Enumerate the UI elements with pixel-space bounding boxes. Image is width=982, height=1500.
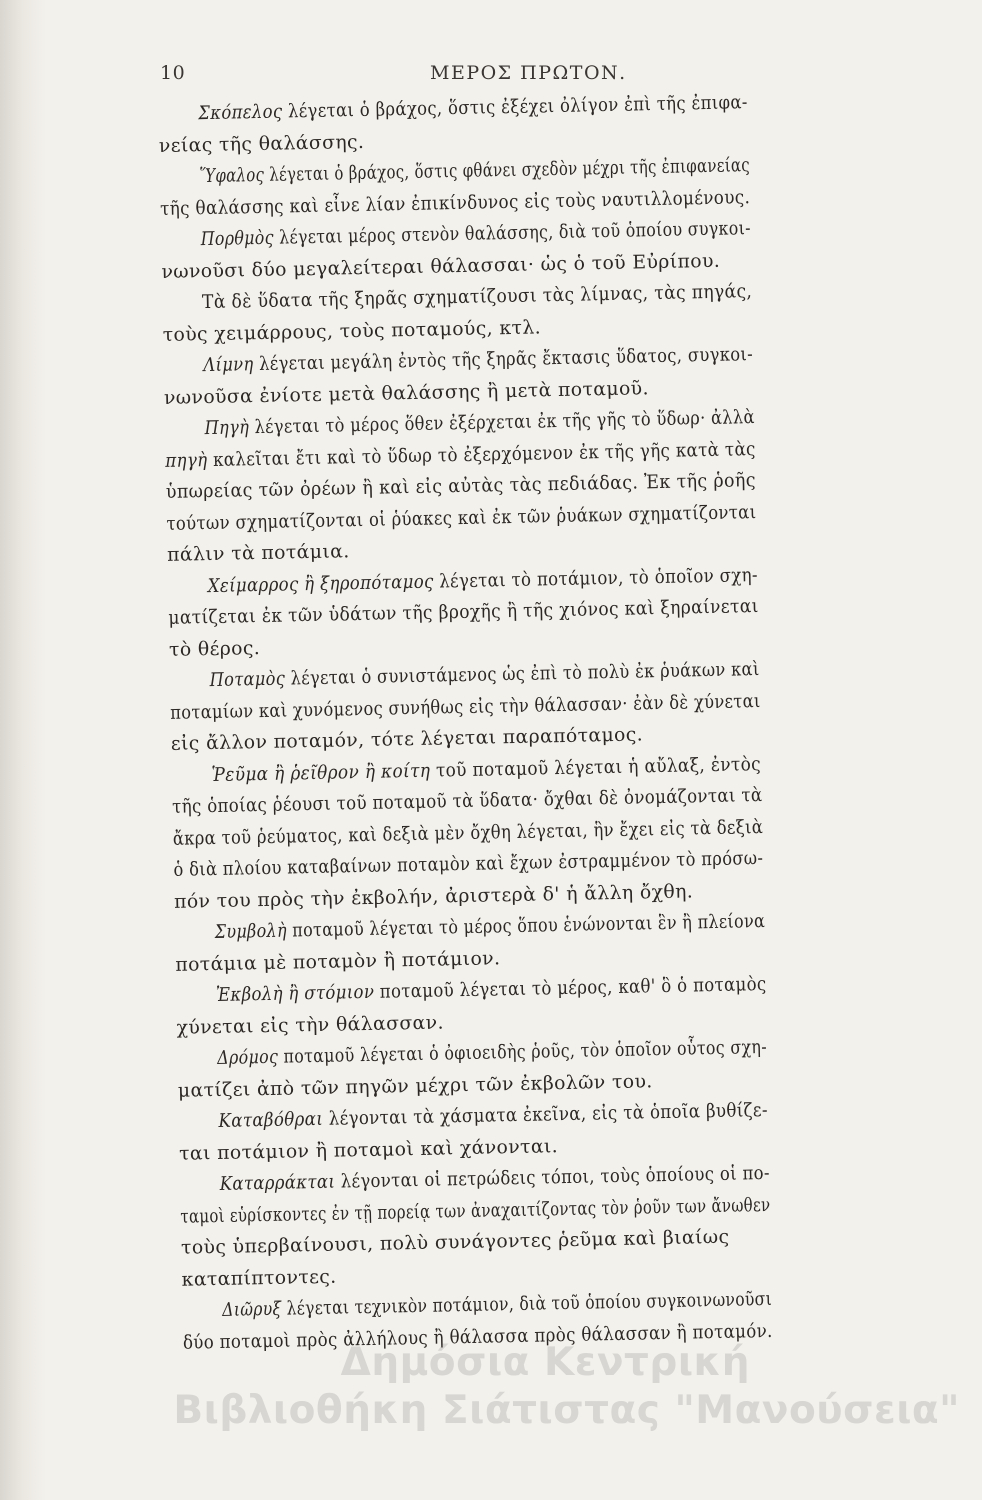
line-text: λέγεται τὸ ποτάμιον, τὸ ὁποῖον σχη- — [433, 564, 759, 593]
line-text: τὸ θέρος. — [168, 637, 261, 661]
line-text: λέγονται τὰ χάσματα ἐκεῖνα, εἰς τὰ ὁποῖα βυθίζε- — [322, 1099, 769, 1130]
page-number: 10 — [160, 62, 186, 84]
line-text: ταμοὶ εὑρίσκοντες ἐν τῇ πορείᾳ των ἀναχαιτίζοντας τὸν ῥοῦν των ἄνωθεν — [180, 1194, 771, 1228]
line-text: ἄκρα τοῦ ῥεύματος, καὶ δεξιὰ μὲν ὄχθη λέγεται, ἣν ἔχει εἰς τὰ δεξιὰ — [172, 816, 764, 850]
text-line — [181, 1262, 336, 1295]
line-text: ὑπωρείας τῶν ὀρέων ἢ καὶ εἰς αὐτὰς τὰς πεδιάδας. Ἐκ τῆς ῥοῆς — [165, 470, 757, 503]
text-line — [169, 634, 261, 666]
line-text: νείας τῆς θαλάσσης. — [158, 131, 365, 157]
line-text: λέγεται ὁ βράχος, ὅστις φθάνει σχεδὸν μέχρι τῆς ἐπιφανείας — [264, 155, 751, 186]
term-italic: Δρόμος — [217, 1046, 279, 1070]
line-text: ποτάμια μὲ ποταμὸν ἢ ποτάμιον. — [175, 947, 501, 976]
term-italic: Καταρράκται — [219, 1171, 336, 1195]
line-text: λέγεται μέρος στενὸν θαλάσσης, διὰ τοῦ ὁποίου συγκοι- — [273, 218, 751, 249]
term-italic: Πηγὴ — [204, 417, 250, 440]
line-text: τῆς ὁποίας ῥέουσι τοῦ ποταμοῦ τὰ ὕδατα· ὄχθαι δὲ ὀνομάζονται τὰ — [171, 785, 763, 818]
line-text: νωνοῦσα ἐνίοτε μετὰ θαλάσσης ἢ μετὰ ποταμοῦ. — [163, 377, 650, 409]
line-text: ποταμίων καὶ χυνόμενος συνήθως εἰς τὴν θάλασσαν· ἐὰν δὲ χύνεται — [170, 690, 761, 724]
line-text: τοῦ ποταμοῦ λέγεται ἡ αὔλαξ, ἐντὸς — [430, 753, 762, 782]
line-text: ματίζει ἀπὸ τῶν πηγῶν μέχρι τῶν ἐκβολῶν του. — [177, 1070, 653, 1102]
body-text — [158, 88, 773, 1360]
line-text: λέγεται ὁ βράχος, ὅστις ἐξέχει ὀλίγον ἐπὶ τῆς ἐπιφα- — [282, 92, 748, 123]
line-text: τοὺς ὑπερβαίνουσι, πολὺ συνάγοντες ῥεῦμα καὶ βιαίως — [180, 1226, 730, 1259]
term-italic: Ὕφαλος — [199, 164, 265, 188]
term-italic: Ποταμὸς — [209, 668, 286, 692]
line-text: καλεῖται ἔτι καὶ τὸ ὕδωρ τὸ ἐξερχόμενον ἐκ τῆς γῆς κατὰ τὰς — [207, 438, 756, 471]
line-text: λέγεται τεχνικὸν ποτάμιον, διὰ τοῦ ὁποίου συγκοινωνοῦσι — [281, 1288, 773, 1320]
term-italic: Συμβολὴ — [214, 920, 288, 944]
line-text: ποταμοῦ λέγεται ὁ ὀφιοειδὴς ῥοῦς, τὸν ὁποῖον οὗτος σχη- — [277, 1036, 768, 1068]
line-text: τῆς θαλάσσης καὶ εἶνε λίαν ἐπικίνδυνος εἰς τοὺς ναυτιλλομένους. — [159, 186, 751, 220]
text-line — [176, 1008, 444, 1043]
text-line — [159, 127, 365, 161]
line-text: λέγεται τὸ μέρος ὅθεν ἐξέρχεται ἐκ τῆς γῆς τὸ ὕδωρ· ἀλλὰ — [248, 407, 755, 439]
running-head: ΜΕΡΟΣ ΠΡΩΤΟΝ. — [430, 62, 627, 84]
line-text: δύο ποταμοὶ πρὸς ἀλλήλους ἢ θάλασσα πρὸς θάλασσαν ἢ ποταμόν. — [182, 1320, 773, 1354]
term-italic: πηγὴ — [165, 449, 208, 472]
text-line — [167, 537, 350, 571]
binding-shadow — [0, 0, 46, 1500]
watermark-line-2: Βιβλιοθήκη Σιάτιστας "Μανούσεια" — [173, 1388, 960, 1433]
term-italic: Λίμνη — [203, 354, 254, 377]
term-italic: Πορθμὸς — [200, 227, 274, 251]
line-text: ποταμοῦ λέγεται τὸ μέρος ὅπου ἑνώνονται ἓν ἢ πλείονα — [286, 910, 766, 942]
line-text: πόν του πρὸς τὴν ἐκβολήν, ἀριστερὰ δ' ἡ ἄλλη ὄχθη. — [173, 880, 694, 913]
line-text: λέγονται οἱ πετρώδεις τόποι, τοὺς ὁποίους οἱ πο- — [334, 1162, 771, 1193]
line-text: ὁ διὰ πλοίου καταβαίνων ποταμὸν καὶ ἔχων ἐστραμμένον τὸ πρόσω- — [173, 848, 764, 881]
line-text: εἰς ἄλλον ποταμόν, τότε λέγεται παραπόταμος. — [170, 724, 644, 755]
line-text: χύνεται εἰς τὴν θάλασσαν. — [176, 1011, 445, 1039]
library-watermark — [173, 1340, 960, 1460]
page-header — [160, 62, 720, 88]
term-italic: Διῶρυξ — [222, 1298, 282, 1321]
term-italic: Ῥεῦμα ἢ ῥεῖθρον ἢ κοίτη — [211, 760, 431, 786]
line-text: λέγεται ὁ συνιστάμενος ὡς ἐπὶ τὸ πολὺ ἐκ ῥυάκων καὶ — [284, 659, 760, 690]
line-text: καταπίπτοντες. — [181, 1266, 337, 1291]
line-text: νωνοῦσι δύο μεγαλείτεραι θάλασσαι· ὡς ὁ τοῦ Εὐρίπου. — [161, 250, 721, 283]
watermark-line-1: Δημόσια Κεντρική — [340, 1340, 750, 1385]
line-text: Τὰ δὲ ὕδατα τῆς ξηρᾶς σχηματίζουσι τὰς λίμνας, τὰς πηγάς, — [201, 281, 753, 314]
term-italic: Χείμαρρος ἢ ξηροπόταμος — [207, 571, 434, 597]
line-text: τούτων σχηματίζονται οἱ ῥύακες καὶ ἐκ τῶν ῥυάκων σχηματίζονται — [166, 501, 757, 535]
line-text: τοὺς χειμάρρους, τοὺς ποταμούς, κτλ. — [162, 316, 542, 346]
term-italic: Σκόπελος — [198, 101, 283, 125]
line-text: ται ποτάμιον ἢ ποταμοὶ καὶ χάνονται. — [178, 1135, 559, 1165]
line-text: ματίζεται ἐκ τῶν ὑδάτων τῆς βροχῆς ἢ τῆς χιόνος καὶ ξηραίνεται — [168, 596, 759, 629]
line-text: λέγεται μεγάλη ἐντὸς τῆς ξηρᾶς ἔκτασις ὕδατος, συγκοι- — [253, 344, 754, 376]
term-italic: Καταβόθραι — [218, 1108, 324, 1132]
line-text: πάλιν τὰ ποτάμια. — [166, 541, 350, 566]
text-line — [175, 944, 501, 981]
text-line — [198, 88, 748, 129]
line-text: ποταμοῦ λέγεται τὸ μέρος, καθ' ὃ ὁ ποταμὸς — [374, 973, 767, 1003]
term-italic: Ἐκβολὴ ἢ στόμιον — [215, 981, 375, 1007]
